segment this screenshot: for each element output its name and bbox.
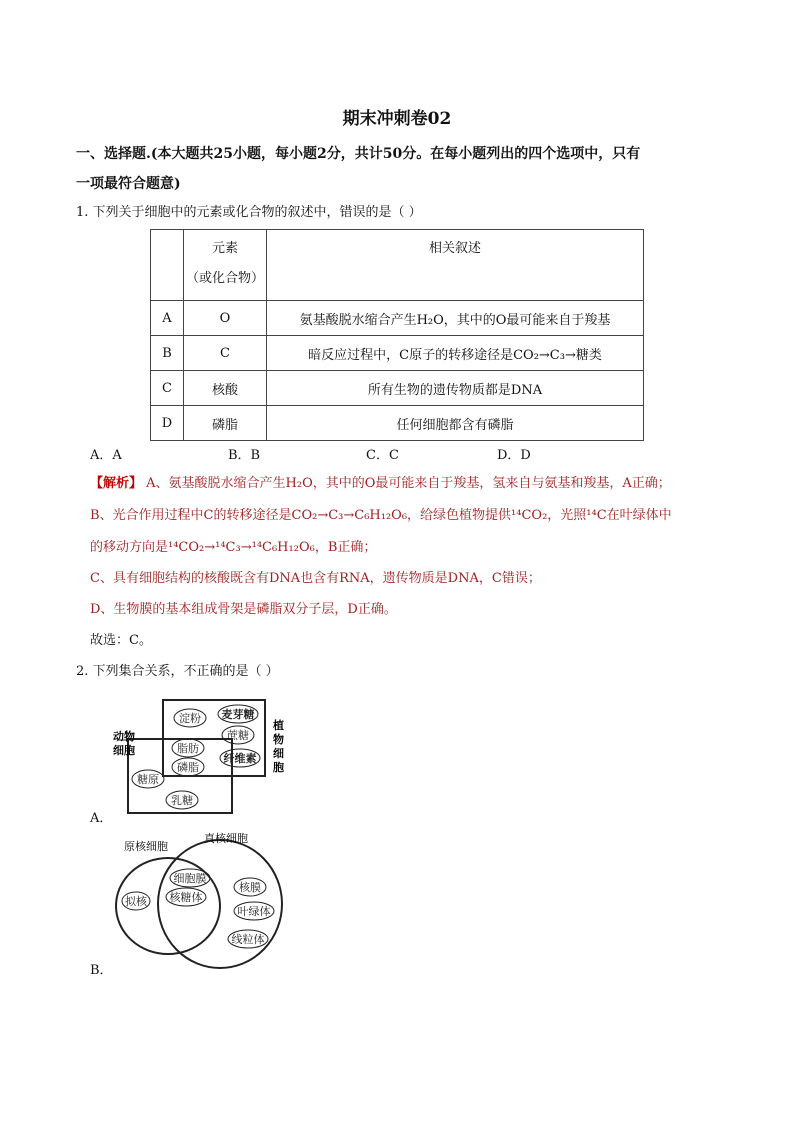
row-label: D: [151, 406, 184, 441]
header-element-line2: （或化合物）: [185, 271, 264, 286]
prokaryote-label: 原核细胞: [124, 840, 168, 853]
animal-label-2: 细胞: [113, 744, 135, 757]
row-label: C: [151, 371, 184, 406]
eukaryote-label: 真核细胞: [204, 832, 248, 845]
row-element: 磷脂: [184, 406, 267, 441]
option-a: A．A: [90, 448, 122, 463]
q2-stem: 2. 下列集合关系，不正确的是（ ）: [76, 664, 279, 679]
table-row: [151, 301, 644, 336]
row-label: B: [151, 336, 184, 371]
svg-text:叶绿体: 叶绿体: [237, 905, 271, 918]
plant-label-1: 植: [273, 719, 284, 732]
option-d: D．D: [497, 448, 531, 463]
svg-text:核糖体: 核糖体: [169, 891, 203, 904]
row-desc: 任何细胞都含有磷脂: [267, 406, 644, 441]
row-desc: 所有生物的遗传物质都是DNA: [267, 371, 644, 406]
analysis-line5: D、生物膜的基本组成骨架是磷脂双分子层，D正确。: [90, 602, 397, 617]
plant-label-2: 物: [273, 733, 284, 746]
row-desc: 暗反应过程中，C原子的转移途径是CO₂→C₃→糖类: [267, 336, 644, 371]
section-heading-line1: 一、选择题.(本大题共25小题，每小题2分，共计50分。在每小题列出的四个选项中，只有: [76, 146, 641, 162]
plant-label-3: 细: [273, 747, 284, 760]
analysis-line2: B、光合作用过程中C的转移途径是CO₂→C₃→C₆H₁₂O₆，给绿色植物提供¹⁴CO₂，光照¹⁴C在叶绿体中: [90, 508, 672, 523]
svg-text:麦芽糖: 麦芽糖: [221, 708, 255, 721]
row-element: C: [184, 336, 267, 371]
q1-table: [150, 229, 644, 441]
analysis-tag: 【解析】: [90, 476, 143, 491]
table-header-element: [184, 230, 267, 301]
header-element-line1: 元素: [211, 241, 238, 256]
page-title: 期末冲刺卷02: [342, 109, 452, 129]
analysis-line3: 的移动方向是¹⁴CO₂→¹⁴C₃→¹⁴C₆H₁₂O₆，B正确；: [90, 540, 377, 555]
option-b: B．B: [228, 448, 261, 463]
table-header-desc: 相关叙述: [267, 230, 644, 301]
analysis-line1: [90, 474, 671, 494]
table-row: [151, 371, 644, 406]
svg-text:磷脂: 磷脂: [177, 761, 199, 774]
table-header-empty: [151, 230, 184, 301]
table-row: [151, 406, 644, 441]
analysis-line6: 故选：C。: [90, 633, 152, 648]
q1-stem: 1. 下列关于细胞中的元素或化合物的叙述中，错误的是（ ）: [76, 205, 422, 220]
table-header-row: [151, 230, 644, 301]
svg-text:核膜: 核膜: [239, 881, 261, 894]
row-element: O: [184, 301, 267, 336]
plant-label-4: 胞: [273, 761, 284, 774]
svg-text:蔗糖: 蔗糖: [227, 729, 249, 742]
q2-option-b: B．: [90, 963, 113, 978]
svg-text:细胞膜: 细胞膜: [173, 872, 207, 885]
svg-text:乳糖: 乳糖: [171, 794, 193, 807]
svg-text:脂肪: 脂肪: [177, 742, 199, 755]
diagram-a: [110, 696, 300, 820]
diagram-b: [110, 830, 290, 972]
animal-label-1: 动物: [113, 730, 135, 743]
svg-text:糖原: 糖原: [137, 773, 159, 786]
svg-text:纤维素: 纤维素: [223, 752, 257, 765]
row-label: A: [151, 301, 184, 336]
q2-option-a: A．: [90, 811, 113, 826]
analysis-line4: C、具有细胞结构的核酸既含有DNA也含有RNA，遗传物质是DNA，C错误；: [90, 571, 541, 586]
section-heading-line2: 一项最符合题意): [76, 176, 181, 192]
row-element: 核酸: [184, 371, 267, 406]
svg-text:淀粉: 淀粉: [179, 712, 201, 725]
svg-text:线粒体: 线粒体: [231, 933, 265, 946]
svg-text:拟核: 拟核: [125, 895, 147, 908]
analysis-text1: A、氨基酸脱水缩合产生H₂O，其中的O最可能来自于羧基，氢来自与氨基和羧基，A正确；: [146, 476, 671, 491]
option-c: C．C: [366, 448, 399, 463]
table-row: [151, 336, 644, 371]
row-desc: 氨基酸脱水缩合产生H₂O，其中的O最可能来自于羧基: [267, 301, 644, 336]
